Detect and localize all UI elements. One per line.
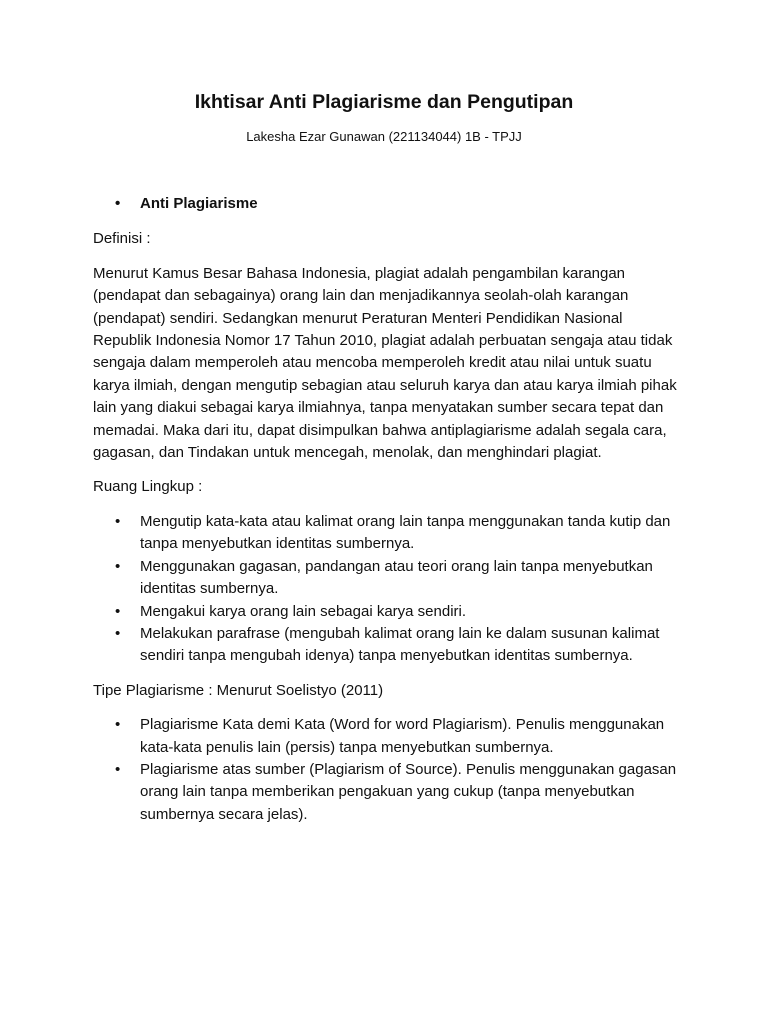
list-item-text: Mengakui karya orang lain sebagai karya sendiri. [140, 602, 467, 620]
list-item-text: Mengutip kata-kata atau kalimat orang lain tanpa menggunakan tanda kutip dan tanpa menyebutkan identitas sumbernya. [140, 512, 671, 553]
bullet-icon: • [115, 624, 121, 642]
list-item-text: Plagiarisme atas sumber (Plagiarism of Source). Penulis menggunakan gagasan orang lain tanpa memberikan pengakuan yang cukup (tanpa menyebutkan sumbernya secara jelas). [140, 760, 677, 823]
list-item-text: Plagiarisme Kata demi Kata (Word for word Plagiarism). Penulis menggunakan kata-kata penulis lain (persis) tanpa menyebutkan sumbernya. [140, 716, 665, 756]
tipe-plagiarisme-label: Tipe Plagiarisme : Menurut Soelistyo (2011) [93, 681, 384, 699]
list-item [93, 623, 683, 668]
ruang-lingkup-label: Ruang Lingkup : [93, 478, 203, 496]
list-item [93, 714, 683, 759]
list-item-text: Menggunakan gagasan, pandangan atau teori orang lain tanpa menyebutkan identitas sumbernya. [140, 557, 653, 598]
section-heading [93, 193, 683, 215]
author-line: Lakesha Ezar Gunawan (221134044) 1B - TPJJ [246, 129, 522, 144]
bullet-icon: • [115, 512, 121, 530]
list-item [93, 556, 683, 601]
list-item-text: Melakukan parafrase (mengubah kalimat orang lain ke dalam susunan kalimat sendiri tanpa mengubah idenya) tanpa menyebutkan identitas sumbernya. [140, 624, 660, 665]
bullet-icon: • [115, 716, 121, 734]
list-item [93, 601, 683, 623]
bullet-icon: • [115, 760, 121, 778]
bullet-icon: • [115, 602, 121, 620]
bullet-icon: • [115, 195, 121, 212]
definisi-label: Definisi : [93, 230, 151, 248]
ruang-lingkup-list [93, 511, 683, 668]
list-item [93, 759, 683, 826]
document-body [93, 193, 683, 838]
bullet-icon: • [115, 557, 121, 575]
list-item [93, 511, 683, 556]
tipe-plagiarisme-list [93, 714, 683, 826]
section-heading-text: Anti Plagiarisme [140, 195, 258, 212]
definisi-paragraph: Menurut Kamus Besar Bahasa Indonesia, plagiat adalah pengambilan karangan (pendapat dan sebagainya) orang lain dan menjadikannya seolah-olah karangan (pendapat) sendiri. Sedangkan menurut Peraturan Menteri Pendidikan Nasional Republik Indonesia Nomor 17 Tahun 2010, plagiat adalah perbuatan sengaja atau tidak sengaja dalam memperoleh atau mencoba memperoleh kredit atau nilai untuk suatu karya ilmiah, dengan mengutip sebagian atau seluruh karya dan atau karya ilmiah pihak lain yang diakui sebagai karya ilmiahnya, tanpa menyatakan sumber secara tepat dan memadai. Maka dari itu, dapat disimpulkan bahwa antiplagiarisme adalah segala cara, gagasan, dan Tindakan untuk mencegah, menolak, dan menghindari plagiat. [93, 264, 677, 462]
document-title: Ikhtisar Anti Plagiarisme dan Pengutipan [194, 91, 574, 113]
